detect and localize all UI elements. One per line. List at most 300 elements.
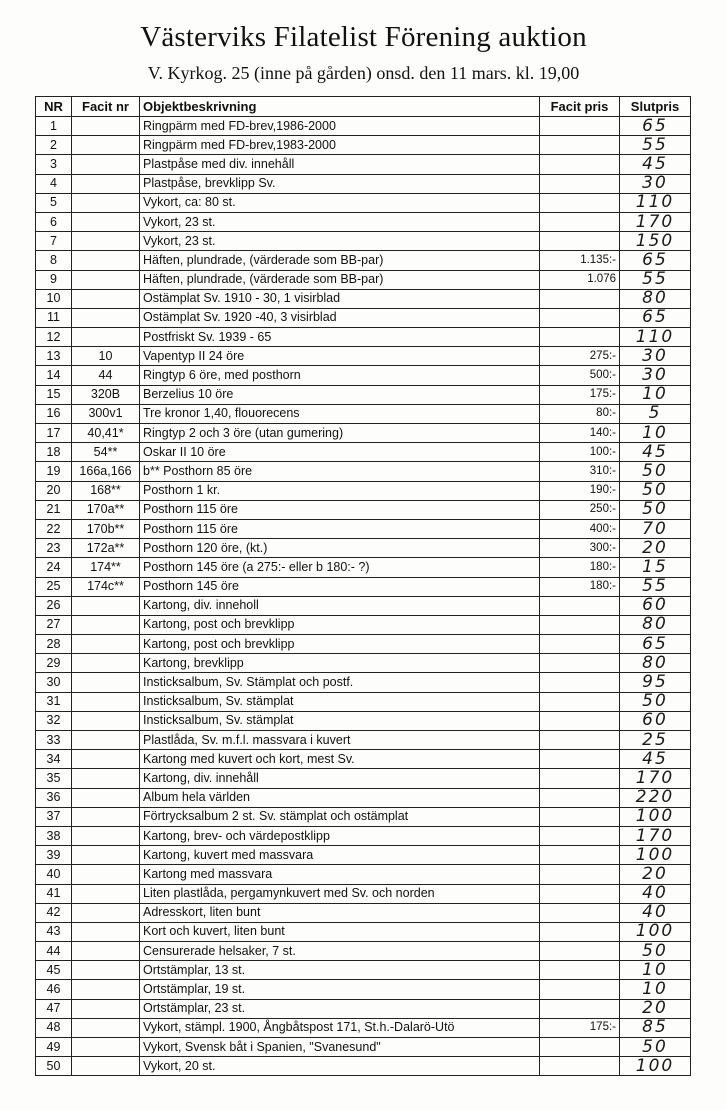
row-nr: 3 (36, 155, 72, 174)
row-nr: 27 (36, 615, 72, 634)
row-nr: 4 (36, 174, 72, 193)
table-row (36, 328, 691, 347)
row-slutpris: 170 (620, 212, 691, 231)
row-facit-nr: 174** (72, 558, 140, 577)
row-facit-nr (72, 596, 140, 615)
row-description: Kartong, kuvert med massvara (140, 846, 540, 865)
row-nr: 8 (36, 251, 72, 270)
row-slutpris: 10 (620, 424, 691, 443)
row-facit-nr: 54** (72, 443, 140, 462)
row-slutpris: 80 (620, 289, 691, 308)
row-facit-pris (540, 922, 620, 941)
row-facit-pris (540, 212, 620, 231)
row-description: Insticksalbum, Sv. stämplat (140, 711, 540, 730)
row-facit-nr (72, 999, 140, 1018)
row-description: Vykort, Svensk båt i Spanien, "Svanesund" (140, 1038, 540, 1057)
row-slutpris: 220 (620, 788, 691, 807)
row-facit-pris: 190:- (540, 481, 620, 500)
row-facit-nr (72, 731, 140, 750)
row-facit-nr (72, 922, 140, 941)
row-nr: 33 (36, 731, 72, 750)
row-nr: 26 (36, 596, 72, 615)
table-row (36, 922, 691, 941)
document-title: Västerviks Filatelist Förening auktion (140, 21, 587, 53)
row-facit-nr (72, 270, 140, 289)
table-row (36, 903, 691, 922)
row-facit-nr (72, 711, 140, 730)
row-description: Vykort, 23 st. (140, 232, 540, 251)
row-nr: 24 (36, 558, 72, 577)
row-slutpris: 40 (620, 903, 691, 922)
row-description: Kartong, brevklipp (140, 654, 540, 673)
table-row (36, 1038, 691, 1057)
row-nr: 22 (36, 519, 72, 538)
row-slutpris: 20 (620, 999, 691, 1018)
table-row (36, 635, 691, 654)
row-slutpris: 55 (620, 136, 691, 155)
row-slutpris: 65 (620, 117, 691, 136)
row-facit-nr (72, 1038, 140, 1057)
row-facit-pris (540, 731, 620, 750)
row-slutpris: 10 (620, 980, 691, 999)
table-row (36, 462, 691, 481)
row-nr: 12 (36, 328, 72, 347)
row-slutpris: 170 (620, 826, 691, 845)
row-description: Kartong, brev- och värdepostklipp (140, 826, 540, 845)
row-facit-pris (540, 1057, 620, 1076)
row-facit-pris: 140:- (540, 424, 620, 443)
table-row (36, 174, 691, 193)
row-facit-pris (540, 961, 620, 980)
table-row (36, 961, 691, 980)
table-row (36, 711, 691, 730)
row-description: b** Posthorn 85 öre (140, 462, 540, 481)
row-slutpris: 50 (620, 462, 691, 481)
row-nr: 7 (36, 232, 72, 251)
row-slutpris: 20 (620, 865, 691, 884)
row-facit-nr (72, 846, 140, 865)
row-description: Adresskort, liten bunt (140, 903, 540, 922)
row-facit-nr (72, 308, 140, 327)
row-slutpris: 110 (620, 328, 691, 347)
table-row (36, 577, 691, 596)
table-row (36, 212, 691, 231)
row-facit-pris: 275:- (540, 347, 620, 366)
row-nr: 44 (36, 942, 72, 961)
row-facit-nr (72, 635, 140, 654)
row-description: Insticksalbum, Sv. Stämplat och postf. (140, 673, 540, 692)
row-description: Ringtyp 6 öre, med posthorn (140, 366, 540, 385)
table-row (36, 596, 691, 615)
row-facit-pris (540, 826, 620, 845)
table-row (36, 404, 691, 423)
row-facit-pris (540, 328, 620, 347)
row-nr: 36 (36, 788, 72, 807)
row-nr: 10 (36, 289, 72, 308)
row-nr: 23 (36, 539, 72, 558)
row-facit-pris (540, 117, 620, 136)
row-nr: 2 (36, 136, 72, 155)
row-facit-nr (72, 117, 140, 136)
row-slutpris: 30 (620, 174, 691, 193)
table-row (36, 117, 691, 136)
row-description: Vapentyp II 24 öre (140, 347, 540, 366)
row-description: Ortstämplar, 13 st. (140, 961, 540, 980)
row-nr: 39 (36, 846, 72, 865)
document-subtitle: V. Kyrkog. 25 (inne på gården) onsd. den 11 mars. kl. 19,00 (147, 63, 580, 83)
row-facit-pris (540, 596, 620, 615)
row-nr: 9 (36, 270, 72, 289)
row-description: Posthorn 115 öre (140, 519, 540, 538)
table-row (36, 232, 691, 251)
row-slutpris: 50 (620, 481, 691, 500)
row-facit-nr (72, 174, 140, 193)
row-facit-nr (72, 328, 140, 347)
row-nr: 49 (36, 1038, 72, 1057)
header-slutpris: Slutpris (620, 97, 691, 117)
row-facit-nr (72, 193, 140, 212)
table-row (36, 615, 691, 634)
row-facit-nr: 172a** (72, 539, 140, 558)
table-row (36, 500, 691, 519)
row-description: Oskar II 10 öre (140, 443, 540, 462)
row-facit-pris: 80:- (540, 404, 620, 423)
row-facit-pris: 100:- (540, 443, 620, 462)
row-description: Kartong, div. inneholl (140, 596, 540, 615)
row-description: Häften, plundrade, (värderade som BB-par) (140, 270, 540, 289)
row-description: Ortstämplar, 19 st. (140, 980, 540, 999)
table-row (36, 539, 691, 558)
row-facit-nr (72, 942, 140, 961)
table-row (36, 692, 691, 711)
row-description: Vykort, stämpl. 1900, Ångbåtspost 171, St.h.-Dalarö-Utö (140, 1018, 540, 1037)
row-nr: 17 (36, 424, 72, 443)
row-description: Plastpåse, brevklipp Sv. (140, 174, 540, 193)
row-facit-pris (540, 136, 620, 155)
row-nr: 41 (36, 884, 72, 903)
row-description: Vykort, ca: 80 st. (140, 193, 540, 212)
row-description: Kartong, post och brevklipp (140, 615, 540, 634)
row-facit-nr (72, 769, 140, 788)
row-facit-pris: 310:- (540, 462, 620, 481)
row-slutpris: 65 (620, 308, 691, 327)
row-facit-pris: 180:- (540, 577, 620, 596)
row-facit-pris (540, 711, 620, 730)
row-description: Häften, plundrade, (värderade som BB-par) (140, 251, 540, 270)
row-description: Ringtyp 2 och 3 öre (utan gumering) (140, 424, 540, 443)
row-description: Ostämplat Sv. 1920 -40, 3 visirblad (140, 308, 540, 327)
row-slutpris: 80 (620, 615, 691, 634)
table-row (36, 1057, 691, 1076)
table-row (36, 769, 691, 788)
table-row (36, 136, 691, 155)
row-description: Posthorn 145 öre (a 275:- eller b 180:- ?) (140, 558, 540, 577)
row-description: Kartong, div. innehåll (140, 769, 540, 788)
row-slutpris: 45 (620, 443, 691, 462)
table-row (36, 193, 691, 212)
row-description: Vykort, 20 st. (140, 1057, 540, 1076)
row-description: Tre kronor 1,40, flouorecens (140, 404, 540, 423)
row-nr: 50 (36, 1057, 72, 1076)
row-description: Kartong, post och brevklipp (140, 635, 540, 654)
row-slutpris: 30 (620, 347, 691, 366)
row-facit-pris: 400:- (540, 519, 620, 538)
row-slutpris: 60 (620, 711, 691, 730)
row-nr: 34 (36, 750, 72, 769)
row-nr: 32 (36, 711, 72, 730)
row-nr: 20 (36, 481, 72, 500)
row-nr: 13 (36, 347, 72, 366)
row-facit-pris (540, 750, 620, 769)
table-row (36, 788, 691, 807)
row-facit-pris: 175:- (540, 1018, 620, 1037)
row-slutpris: 5 (620, 404, 691, 423)
row-facit-pris: 500:- (540, 366, 620, 385)
row-slutpris: 70 (620, 519, 691, 538)
row-facit-nr: 320B (72, 385, 140, 404)
table-row (36, 731, 691, 750)
row-slutpris: 150 (620, 232, 691, 251)
header-description: Objektbeskrivning (140, 97, 540, 117)
row-nr: 5 (36, 193, 72, 212)
row-description: Posthorn 115 öre (140, 500, 540, 519)
row-nr: 15 (36, 385, 72, 404)
row-description: Insticksalbum, Sv. stämplat (140, 692, 540, 711)
row-nr: 29 (36, 654, 72, 673)
table-row (36, 385, 691, 404)
row-nr: 21 (36, 500, 72, 519)
row-description: Postfriskt Sv. 1939 - 65 (140, 328, 540, 347)
row-nr: 16 (36, 404, 72, 423)
row-facit-nr (72, 136, 140, 155)
row-facit-pris: 1.135:- (540, 251, 620, 270)
table-row (36, 481, 691, 500)
row-facit-pris (540, 884, 620, 903)
row-facit-nr (72, 903, 140, 922)
row-facit-nr: 168** (72, 481, 140, 500)
row-slutpris: 100 (620, 922, 691, 941)
row-slutpris: 55 (620, 270, 691, 289)
table-row (36, 750, 691, 769)
row-facit-pris: 250:- (540, 500, 620, 519)
row-facit-pris: 1.076 (540, 270, 620, 289)
row-description: Kartong med kuvert och kort, mest Sv. (140, 750, 540, 769)
table-row (36, 289, 691, 308)
row-nr: 14 (36, 366, 72, 385)
row-facit-nr (72, 980, 140, 999)
row-description: Posthorn 120 öre, (kt.) (140, 539, 540, 558)
row-nr: 35 (36, 769, 72, 788)
row-nr: 25 (36, 577, 72, 596)
row-facit-pris (540, 788, 620, 807)
header-facit-nr: Facit nr (72, 97, 140, 117)
row-slutpris: 65 (620, 251, 691, 270)
row-nr: 6 (36, 212, 72, 231)
row-nr: 42 (36, 903, 72, 922)
table-row (36, 443, 691, 462)
table-row (36, 1018, 691, 1037)
row-nr: 31 (36, 692, 72, 711)
header-nr: NR (36, 97, 72, 117)
row-facit-nr (72, 788, 140, 807)
row-slutpris: 100 (620, 1057, 691, 1076)
row-facit-nr: 10 (72, 347, 140, 366)
row-facit-pris (540, 673, 620, 692)
row-facit-nr (72, 654, 140, 673)
row-description: Ringpärm med FD-brev,1983-2000 (140, 136, 540, 155)
row-facit-pris (540, 942, 620, 961)
row-nr: 46 (36, 980, 72, 999)
row-description: Plastlåda, Sv. m.f.l. massvara i kuvert (140, 731, 540, 750)
row-slutpris: 110 (620, 193, 691, 212)
row-slutpris: 50 (620, 1038, 691, 1057)
row-facit-nr (72, 961, 140, 980)
table-row (36, 846, 691, 865)
row-facit-pris (540, 999, 620, 1018)
table-row (36, 270, 691, 289)
row-facit-nr (72, 615, 140, 634)
row-facit-pris (540, 155, 620, 174)
row-facit-nr: 44 (72, 366, 140, 385)
row-nr: 19 (36, 462, 72, 481)
row-description: Censurerade helsaker, 7 st. (140, 942, 540, 961)
row-slutpris: 30 (620, 366, 691, 385)
row-facit-pris: 300:- (540, 539, 620, 558)
row-nr: 28 (36, 635, 72, 654)
row-slutpris: 100 (620, 846, 691, 865)
row-description: Ringpärm med FD-brev,1986-2000 (140, 117, 540, 136)
table-row (36, 424, 691, 443)
row-facit-pris (540, 174, 620, 193)
row-facit-pris: 175:- (540, 385, 620, 404)
row-facit-nr (72, 826, 140, 845)
table-row (36, 558, 691, 577)
table-row (36, 251, 691, 270)
row-facit-nr: 170b** (72, 519, 140, 538)
row-facit-nr (72, 750, 140, 769)
table-row (36, 884, 691, 903)
row-slutpris: 170 (620, 769, 691, 788)
row-facit-nr (72, 155, 140, 174)
row-slutpris: 45 (620, 750, 691, 769)
row-facit-nr (72, 865, 140, 884)
row-slutpris: 10 (620, 385, 691, 404)
row-facit-pris (540, 1038, 620, 1057)
row-facit-pris (540, 846, 620, 865)
row-description: Berzelius 10 öre (140, 385, 540, 404)
row-slutpris: 85 (620, 1018, 691, 1037)
table-row (36, 980, 691, 999)
row-nr: 43 (36, 922, 72, 941)
row-facit-pris (540, 807, 620, 826)
row-facit-pris (540, 308, 620, 327)
table-row (36, 673, 691, 692)
table-row (36, 366, 691, 385)
row-description: Ortstämplar, 23 st. (140, 999, 540, 1018)
table-row (36, 999, 691, 1018)
row-nr: 47 (36, 999, 72, 1018)
header-facit-pris: Facit pris (540, 97, 620, 117)
row-nr: 38 (36, 826, 72, 845)
row-nr: 37 (36, 807, 72, 826)
row-slutpris: 55 (620, 577, 691, 596)
row-facit-nr (72, 884, 140, 903)
row-nr: 11 (36, 308, 72, 327)
table-row (36, 347, 691, 366)
row-facit-nr (72, 1057, 140, 1076)
row-facit-pris (540, 980, 620, 999)
row-facit-nr (72, 232, 140, 251)
row-facit-nr (72, 212, 140, 231)
row-description: Kort och kuvert, liten bunt (140, 922, 540, 941)
row-description: Posthorn 145 öre (140, 577, 540, 596)
row-description: Plastpåse med div. innehåll (140, 155, 540, 174)
row-nr: 18 (36, 443, 72, 462)
row-slutpris: 25 (620, 731, 691, 750)
table-row (36, 308, 691, 327)
row-nr: 40 (36, 865, 72, 884)
row-slutpris: 50 (620, 942, 691, 961)
row-description: Förtrycksalbum 2 st. Sv. stämplat och ostämplat (140, 807, 540, 826)
row-slutpris: 65 (620, 635, 691, 654)
row-facit-nr (72, 673, 140, 692)
row-slutpris: 80 (620, 654, 691, 673)
table-row (36, 654, 691, 673)
row-facit-nr (72, 251, 140, 270)
row-facit-nr: 170a** (72, 500, 140, 519)
row-facit-nr (72, 289, 140, 308)
row-slutpris: 100 (620, 807, 691, 826)
table-row (36, 942, 691, 961)
row-description: Vykort, 23 st. (140, 212, 540, 231)
row-slutpris: 95 (620, 673, 691, 692)
table-header-row (36, 97, 691, 117)
row-facit-pris (540, 289, 620, 308)
row-facit-pris (540, 692, 620, 711)
row-description: Ostämplat Sv. 1910 - 30, 1 visirblad (140, 289, 540, 308)
row-nr: 1 (36, 117, 72, 136)
table-row (36, 519, 691, 538)
row-facit-nr: 166a,166 (72, 462, 140, 481)
row-facit-pris (540, 635, 620, 654)
row-facit-nr: 300v1 (72, 404, 140, 423)
row-description: Posthorn 1 kr. (140, 481, 540, 500)
row-facit-nr: 174c** (72, 577, 140, 596)
row-slutpris: 20 (620, 539, 691, 558)
table-row (36, 826, 691, 845)
row-slutpris: 10 (620, 961, 691, 980)
row-facit-nr (72, 1018, 140, 1037)
row-facit-pris (540, 769, 620, 788)
row-facit-pris (540, 232, 620, 251)
row-facit-pris (540, 615, 620, 634)
row-slutpris: 40 (620, 884, 691, 903)
row-nr: 48 (36, 1018, 72, 1037)
row-description: Album hela världen (140, 788, 540, 807)
auction-table (35, 96, 691, 1076)
row-facit-pris (540, 865, 620, 884)
row-slutpris: 45 (620, 155, 691, 174)
row-facit-pris: 180:- (540, 558, 620, 577)
table-row (36, 807, 691, 826)
row-description: Liten plastlåda, pergamynkuvert med Sv. och norden (140, 884, 540, 903)
row-facit-pris (540, 903, 620, 922)
row-facit-pris (540, 654, 620, 673)
row-slutpris: 15 (620, 558, 691, 577)
row-description: Kartong med massvara (140, 865, 540, 884)
row-slutpris: 50 (620, 500, 691, 519)
row-nr: 30 (36, 673, 72, 692)
